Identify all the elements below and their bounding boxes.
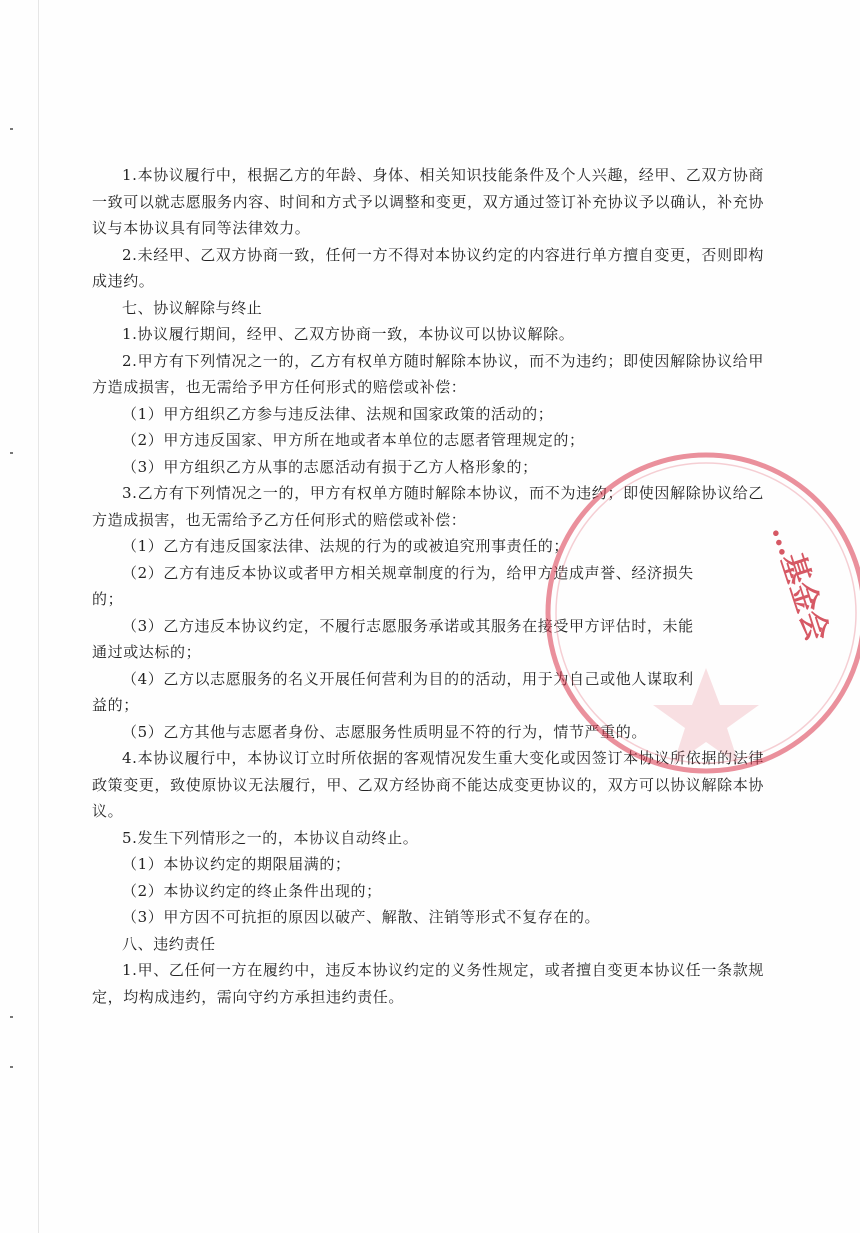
list-item: （1）乙方有违反国家法律、法规的行为的或被追究刑事责任的； (122, 537, 569, 555)
scan-mark (10, 452, 13, 454)
section-heading: 七、协议解除与终止 (122, 298, 263, 317)
list-item: （2）本协议约定的终止条件出现的； (122, 881, 382, 900)
list-item-continuation: 的； (92, 590, 124, 608)
paragraph: 5.发生下列情形之一的，本协议自动终止。 (122, 828, 419, 847)
paragraph: 2.甲方有下列情况之一的，乙方有权单方随时解除本协议，而不为违约；即使因解除协议给甲方造成损害，也无需给予甲方任何形式的赔偿或补偿： (92, 351, 764, 396)
list-item: （2）甲方违反国家、甲方所在地或者本单位的志愿者管理规定的； (122, 431, 585, 449)
list-item: （2）乙方有违反本协议或者甲方相关规章制度的行为，给甲方造成声誉、经济损失 (122, 563, 694, 582)
seal-text: …基金会 (764, 520, 835, 646)
list-item: （4）乙方以志愿服务的名义开展任何营利为目的的活动，用于为自己或他人谋取利 (122, 669, 694, 688)
list-item: （3）甲方组织乙方从事的志愿活动有损于乙方人格形象的； (122, 457, 538, 476)
page-edge-line (38, 0, 39, 1233)
list-item: （3）甲方因不可抗拒的原因以破产、解散、注销等形式不复存在的。 (122, 908, 601, 926)
scan-mark (10, 1066, 13, 1068)
list-item-continuation: 益的； (92, 696, 139, 714)
paragraph: 4.本协议履行中，本协议订立时所依据的客观情况发生重大变化或因签订本协议所依据的法律政策变更，致使原协议无法履行，甲、乙双方经协商不能达成变更协议的，双方可以协议解除本协议。 (92, 749, 764, 820)
paragraph: 1.协议履行期间，经甲、乙双方协商一致，本协议可以协议解除。 (122, 325, 575, 343)
list-item: （3）乙方违反本协议约定，不履行志愿服务承诺或其服务在接受甲方评估时，未能 (122, 616, 694, 635)
scan-mark (10, 1016, 13, 1018)
paragraph: 3.乙方有下列情况之一的，甲方有权单方随时解除本协议，而不为违约；即使因解除协议给乙方造成损害，也无需给予乙方任何形式的赔偿或补偿： (92, 484, 764, 529)
list-item: （1）本协议约定的期限届满的； (122, 855, 351, 873)
paragraph: 1.本协议履行中，根据乙方的年龄、身体、相关知识技能条件及个人兴趣，经甲、乙双方协商一致可以就志愿服务内容、时间和方式予以调整和变更，双方通过签订补充协议予以确认，补充协议与本协议具有同等法律效力。 (92, 166, 764, 237)
document-body (92, 162, 764, 1010)
paragraph: 1.甲、乙任何一方在履约中，违反本协议约定的义务性规定，或者擅自变更本协议任一条款规定，均构成违约，需向守约方承担违约责任。 (92, 961, 764, 1006)
list-item: （5）乙方其他与志愿者身份、志愿服务性质明显不符的行为，情节严重的。 (122, 722, 647, 741)
paragraph: 2.未经甲、乙双方协商一致，任何一方不得对本协议约定的内容进行单方擅自变更，否则即构成违约。 (92, 245, 764, 290)
scan-mark (10, 128, 13, 130)
list-item: （1）甲方组织乙方参与违反法律、法规和国家政策的活动的； (122, 404, 554, 423)
list-item-continuation: 通过或达标的； (92, 643, 202, 661)
section-heading: 八、违约责任 (122, 934, 216, 953)
